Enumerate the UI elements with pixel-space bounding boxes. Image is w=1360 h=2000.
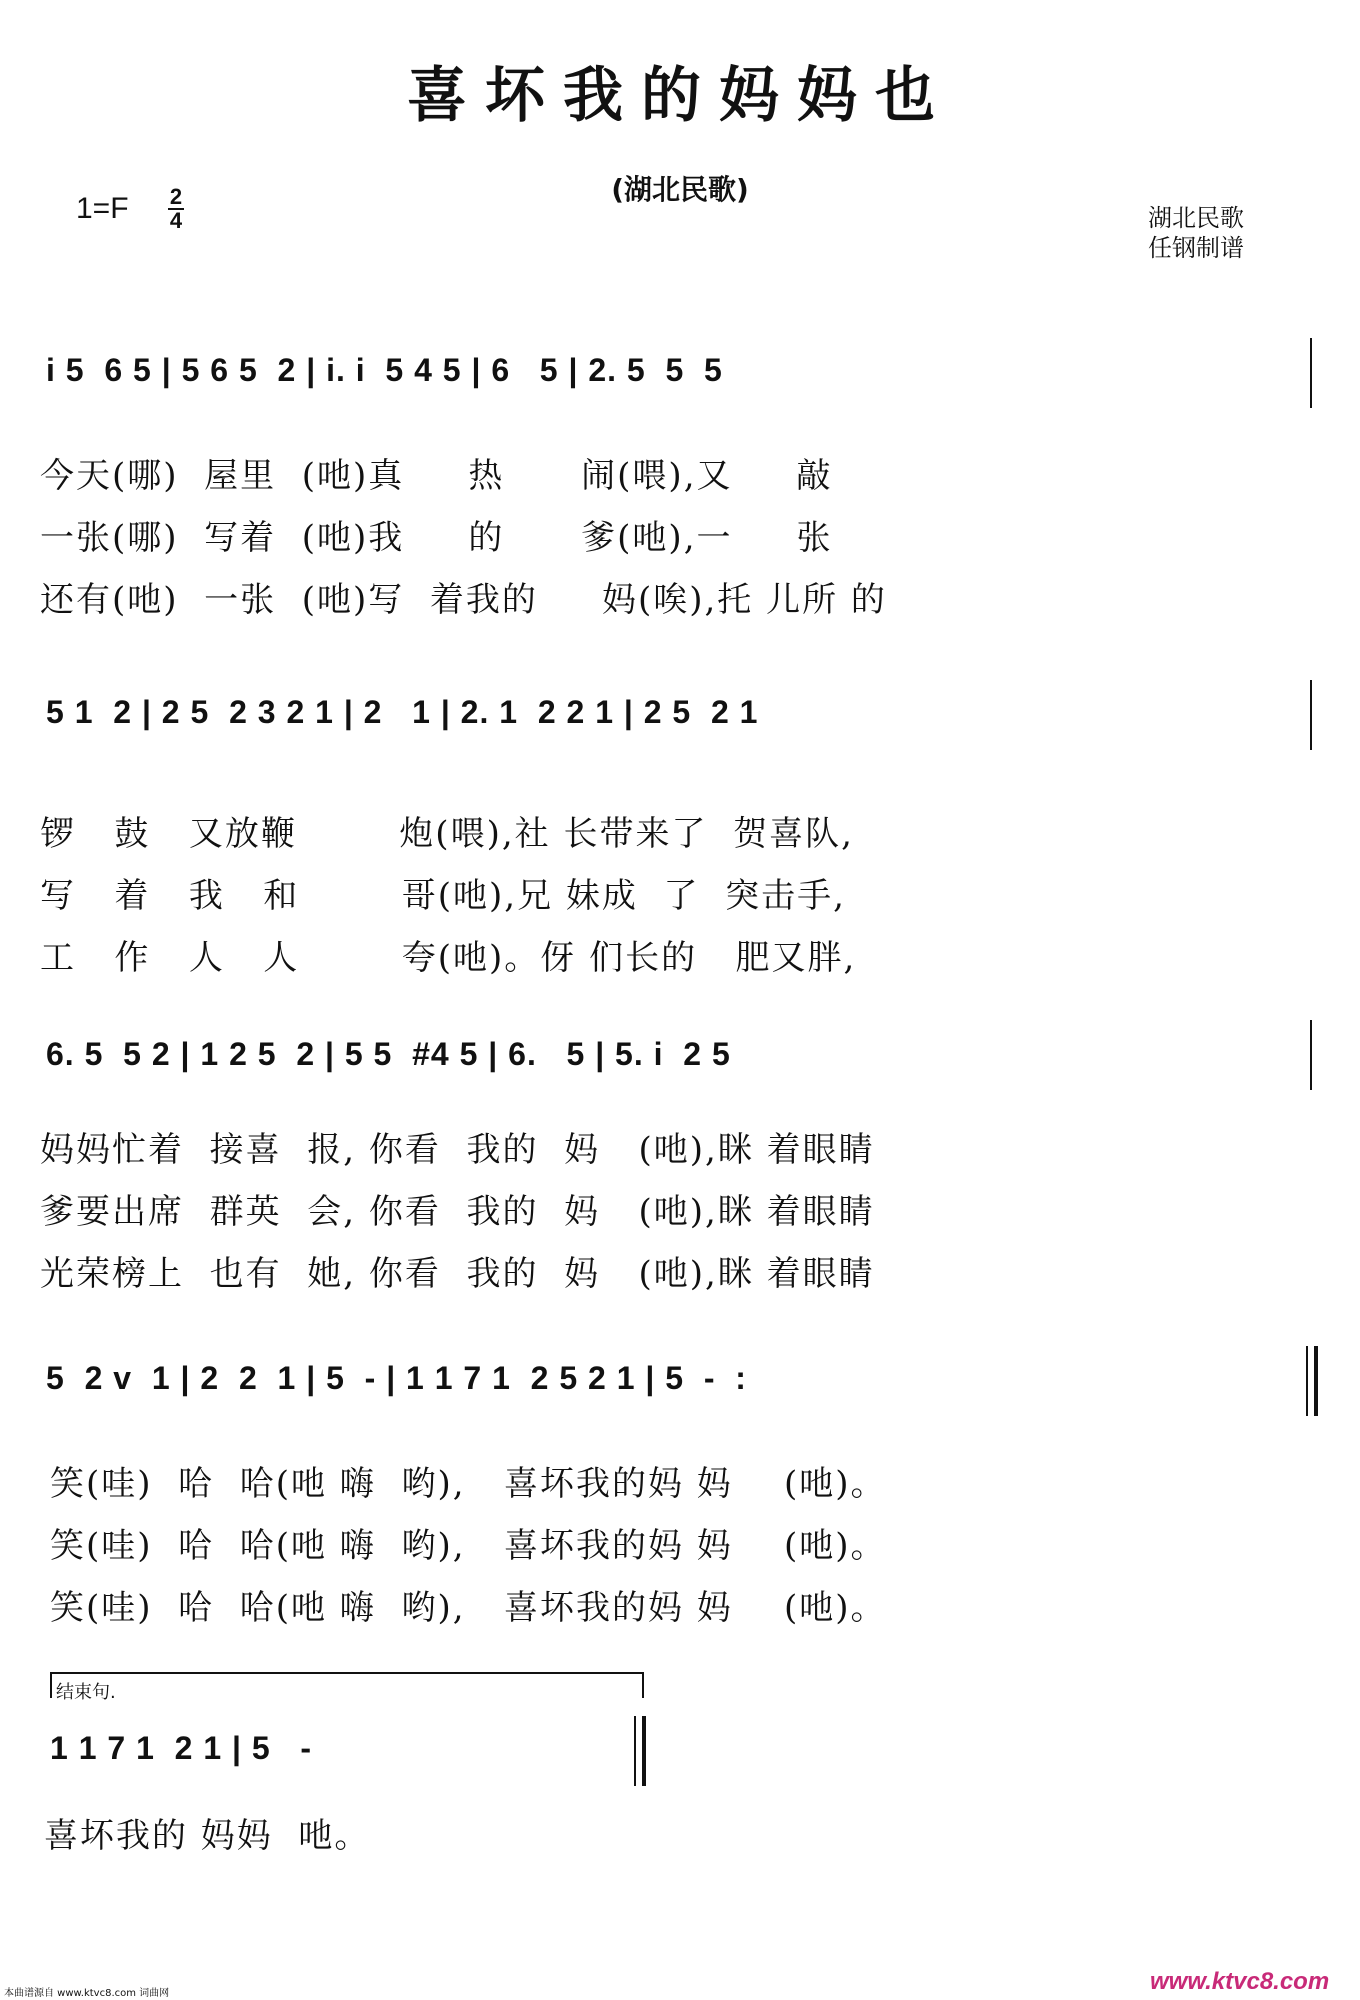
notation-line-4: 5 2 v 1 | 2 2 1 | 5 - | 1 1 7 1 2 5 2 1 | 5 - : — [46, 1360, 747, 1396]
lyric-line-2-2: 写 着 我 和 哥(吔),兄 妹成 了 突击手, — [40, 876, 846, 916]
footer-source: 本曲谱源自 www.ktvc8.com 词曲网 — [4, 1988, 170, 1999]
page-title: 喜坏我的妈妈也 — [407, 61, 953, 131]
key-signature: 1=F — [76, 192, 129, 225]
lyric-line-1-3: 还有(吔) 一张 (吔)写 着我的 妈(唉),托 儿所 的 — [40, 580, 887, 620]
lyric-line-4-2: 笑(哇) 哈 哈(吔 嗨 哟), 喜坏我的妈 妈 (吔)。 — [50, 1526, 887, 1566]
meter-bottom: 4 — [169, 208, 183, 233]
ending-notation: 1 1 7 1 2 1 | 5 - — [50, 1730, 312, 1766]
ending-label: 结束句. — [56, 1682, 116, 1703]
notation-line-3: 6. 5 5 2 | 1 2 5 2 | 5 5 #4 5 | 6. 5 | 5. i 2 5 — [46, 1036, 731, 1072]
credit-arranger: 任钢制谱 — [1148, 234, 1244, 262]
ending-lyric: 喜坏我的 妈妈 吔。 — [44, 1816, 371, 1856]
lyric-line-1-2: 一张(哪) 写着 (吔)我 的 爹(吔),一 张 — [40, 518, 833, 558]
ending-bracket — [50, 1672, 644, 1698]
meter-top: 2 — [169, 184, 183, 209]
time-signature — [168, 186, 184, 232]
lyric-line-3-2: 爹要出席 群英 会, 你看 我的 妈 (吔),眯 着眼睛 — [40, 1192, 875, 1232]
subtitle: (湖北民歌) — [611, 173, 749, 206]
lyric-line-4-1: 笑(哇) 哈 哈(吔 嗨 哟), 喜坏我的妈 妈 (吔)。 — [50, 1464, 887, 1504]
credit-origin: 湖北民歌 — [1148, 204, 1244, 232]
notation-line-2: 5 1 2 | 2 5 2 3 2 1 | 2 1 | 2. 1 2 2 1 | 2 5 2 1 — [46, 694, 759, 730]
lyric-line-2-1: 锣 鼓 又放鞭 炮(喂),社 长带来了 贺喜队, — [40, 814, 854, 854]
lyric-line-3-3: 光荣榜上 也有 她, 你看 我的 妈 (吔),眯 着眼睛 — [40, 1254, 875, 1294]
lyric-line-4-3: 笑(哇) 哈 哈(吔 嗨 哟), 喜坏我的妈 妈 (吔)。 — [50, 1588, 887, 1628]
notation-line-1: i 5 6 5 | 5 6 5 2 | i. i 5 4 5 | 6 5 | 2. 5 5 5 — [46, 352, 723, 388]
footer-watermark: www.ktvc8.com — [1150, 1968, 1330, 1995]
lyric-line-3-1: 妈妈忙着 接喜 报, 你看 我的 妈 (吔),眯 着眼睛 — [40, 1130, 875, 1170]
lyric-line-1-1: 今天(哪) 屋里 (吔)真 热 闹(喂),又 敲 — [40, 456, 833, 496]
lyric-line-2-3: 工 作 人 人 夸(吔)。伢 们长的 肥又胖, — [40, 938, 857, 978]
